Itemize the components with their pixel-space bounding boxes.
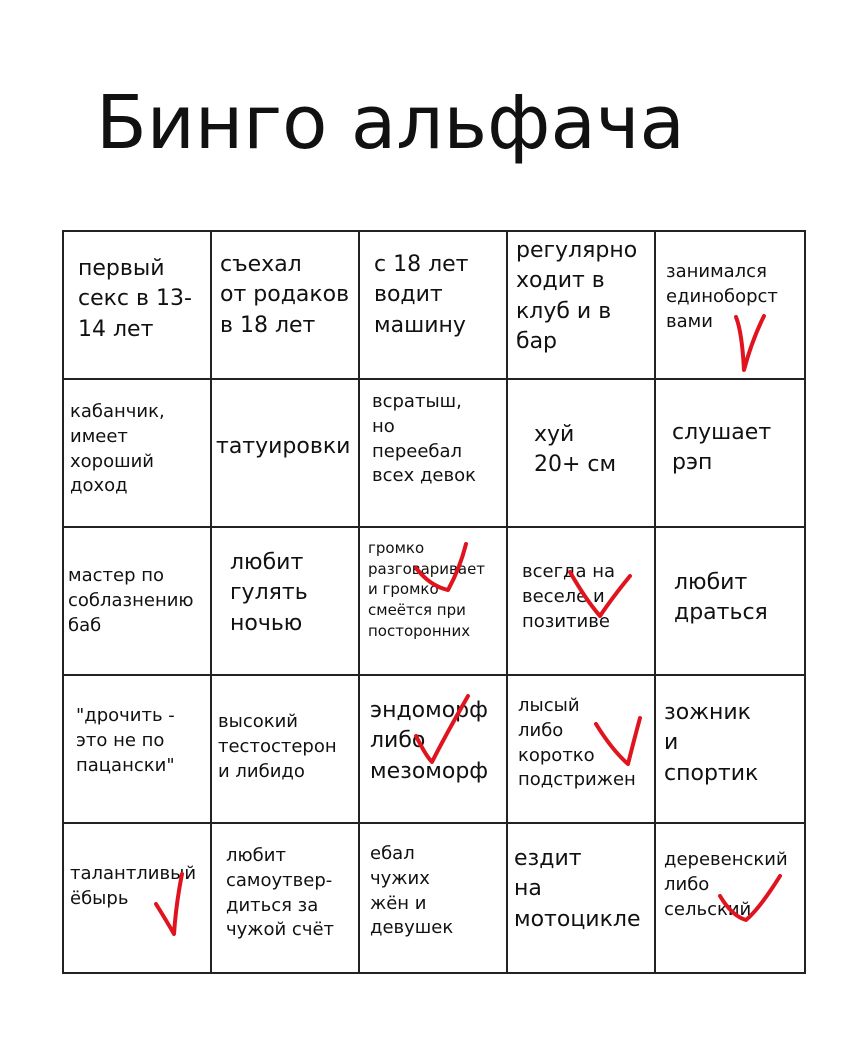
- bingo-cell[interactable]: [212, 528, 360, 676]
- bingo-cell-text: эндоморф либо мезоморф: [370, 698, 489, 784]
- bingo-cell-text: высокий тестостерон и либидо: [218, 711, 337, 782]
- bingo-cell-text: первый секс в 13- 14 лет: [78, 256, 192, 342]
- bingo-cell[interactable]: [64, 528, 212, 676]
- bingo-cell-text: татуировки: [216, 434, 351, 459]
- bingo-cell-text: любит самоутвер- диться за чужой счёт: [226, 845, 335, 941]
- bingo-cell[interactable]: [656, 824, 804, 972]
- bingo-cell-text: "дрочить - это не по пацански": [76, 705, 175, 776]
- bingo-cell-text: съехал от родаков в 18 лет: [220, 252, 350, 338]
- bingo-cell[interactable]: [656, 380, 804, 528]
- bingo-cell-text: занимался единоборст вами: [666, 261, 778, 332]
- bingo-cell-text: лысый либо коротко подстрижен: [518, 695, 636, 791]
- bingo-cell-text: мастер по соблазнению баб: [68, 565, 194, 636]
- bingo-cell-text: ездит на мотоцикле: [514, 846, 641, 932]
- bingo-cell[interactable]: [656, 232, 804, 380]
- bingo-cell[interactable]: [212, 380, 360, 528]
- bingo-cell-text: кабанчик, имеет хороший доход: [70, 401, 165, 497]
- bingo-cell[interactable]: [360, 528, 508, 676]
- bingo-cell[interactable]: [212, 676, 360, 824]
- bingo-cell[interactable]: [212, 824, 360, 972]
- bingo-cell-text: любит драться: [674, 570, 768, 626]
- bingo-cell-text: ебал чужих жён и девушек: [370, 843, 454, 939]
- bingo-cell[interactable]: [360, 824, 508, 972]
- bingo-cell[interactable]: [508, 380, 656, 528]
- bingo-cell-text: с 18 лет водит машину: [374, 252, 469, 338]
- bingo-cell[interactable]: [360, 380, 508, 528]
- bingo-cell[interactable]: [64, 824, 212, 972]
- bingo-cell-text: всратыш, но переебал всех девок: [372, 391, 476, 487]
- bingo-cell[interactable]: [64, 232, 212, 380]
- bingo-cell-text: регулярно ходит в клуб и в бар: [516, 238, 638, 355]
- bingo-cell[interactable]: [508, 824, 656, 972]
- bingo-cell[interactable]: [360, 676, 508, 824]
- bingo-cell-text: хуй 20+ см: [534, 422, 617, 478]
- bingo-cell[interactable]: [64, 380, 212, 528]
- bingo-cell-text: любит гулять ночью: [230, 550, 308, 636]
- bingo-cell-text: слушает рэп: [672, 420, 772, 476]
- bingo-cell[interactable]: [508, 676, 656, 824]
- bingo-grid: [62, 230, 806, 974]
- bingo-cell[interactable]: [656, 676, 804, 824]
- bingo-cell[interactable]: [656, 528, 804, 676]
- bingo-cell[interactable]: [508, 232, 656, 380]
- bingo-cell-text: талантливый ёбырь: [70, 863, 197, 909]
- bingo-cell-text: всегда на веселе и позитиве: [522, 561, 616, 632]
- page-title: Бинго альфача: [96, 80, 685, 166]
- bingo-cell[interactable]: [360, 232, 508, 380]
- bingo-cell[interactable]: [508, 528, 656, 676]
- bingo-cell[interactable]: [64, 676, 212, 824]
- bingo-cell[interactable]: [212, 232, 360, 380]
- bingo-cell-text: деревенский либо сельский: [664, 849, 788, 920]
- bingo-cell-text: зожник и спортик: [664, 700, 759, 786]
- bingo-cell-text: громко разговаривает и громко смеётся при посторонних: [368, 539, 486, 640]
